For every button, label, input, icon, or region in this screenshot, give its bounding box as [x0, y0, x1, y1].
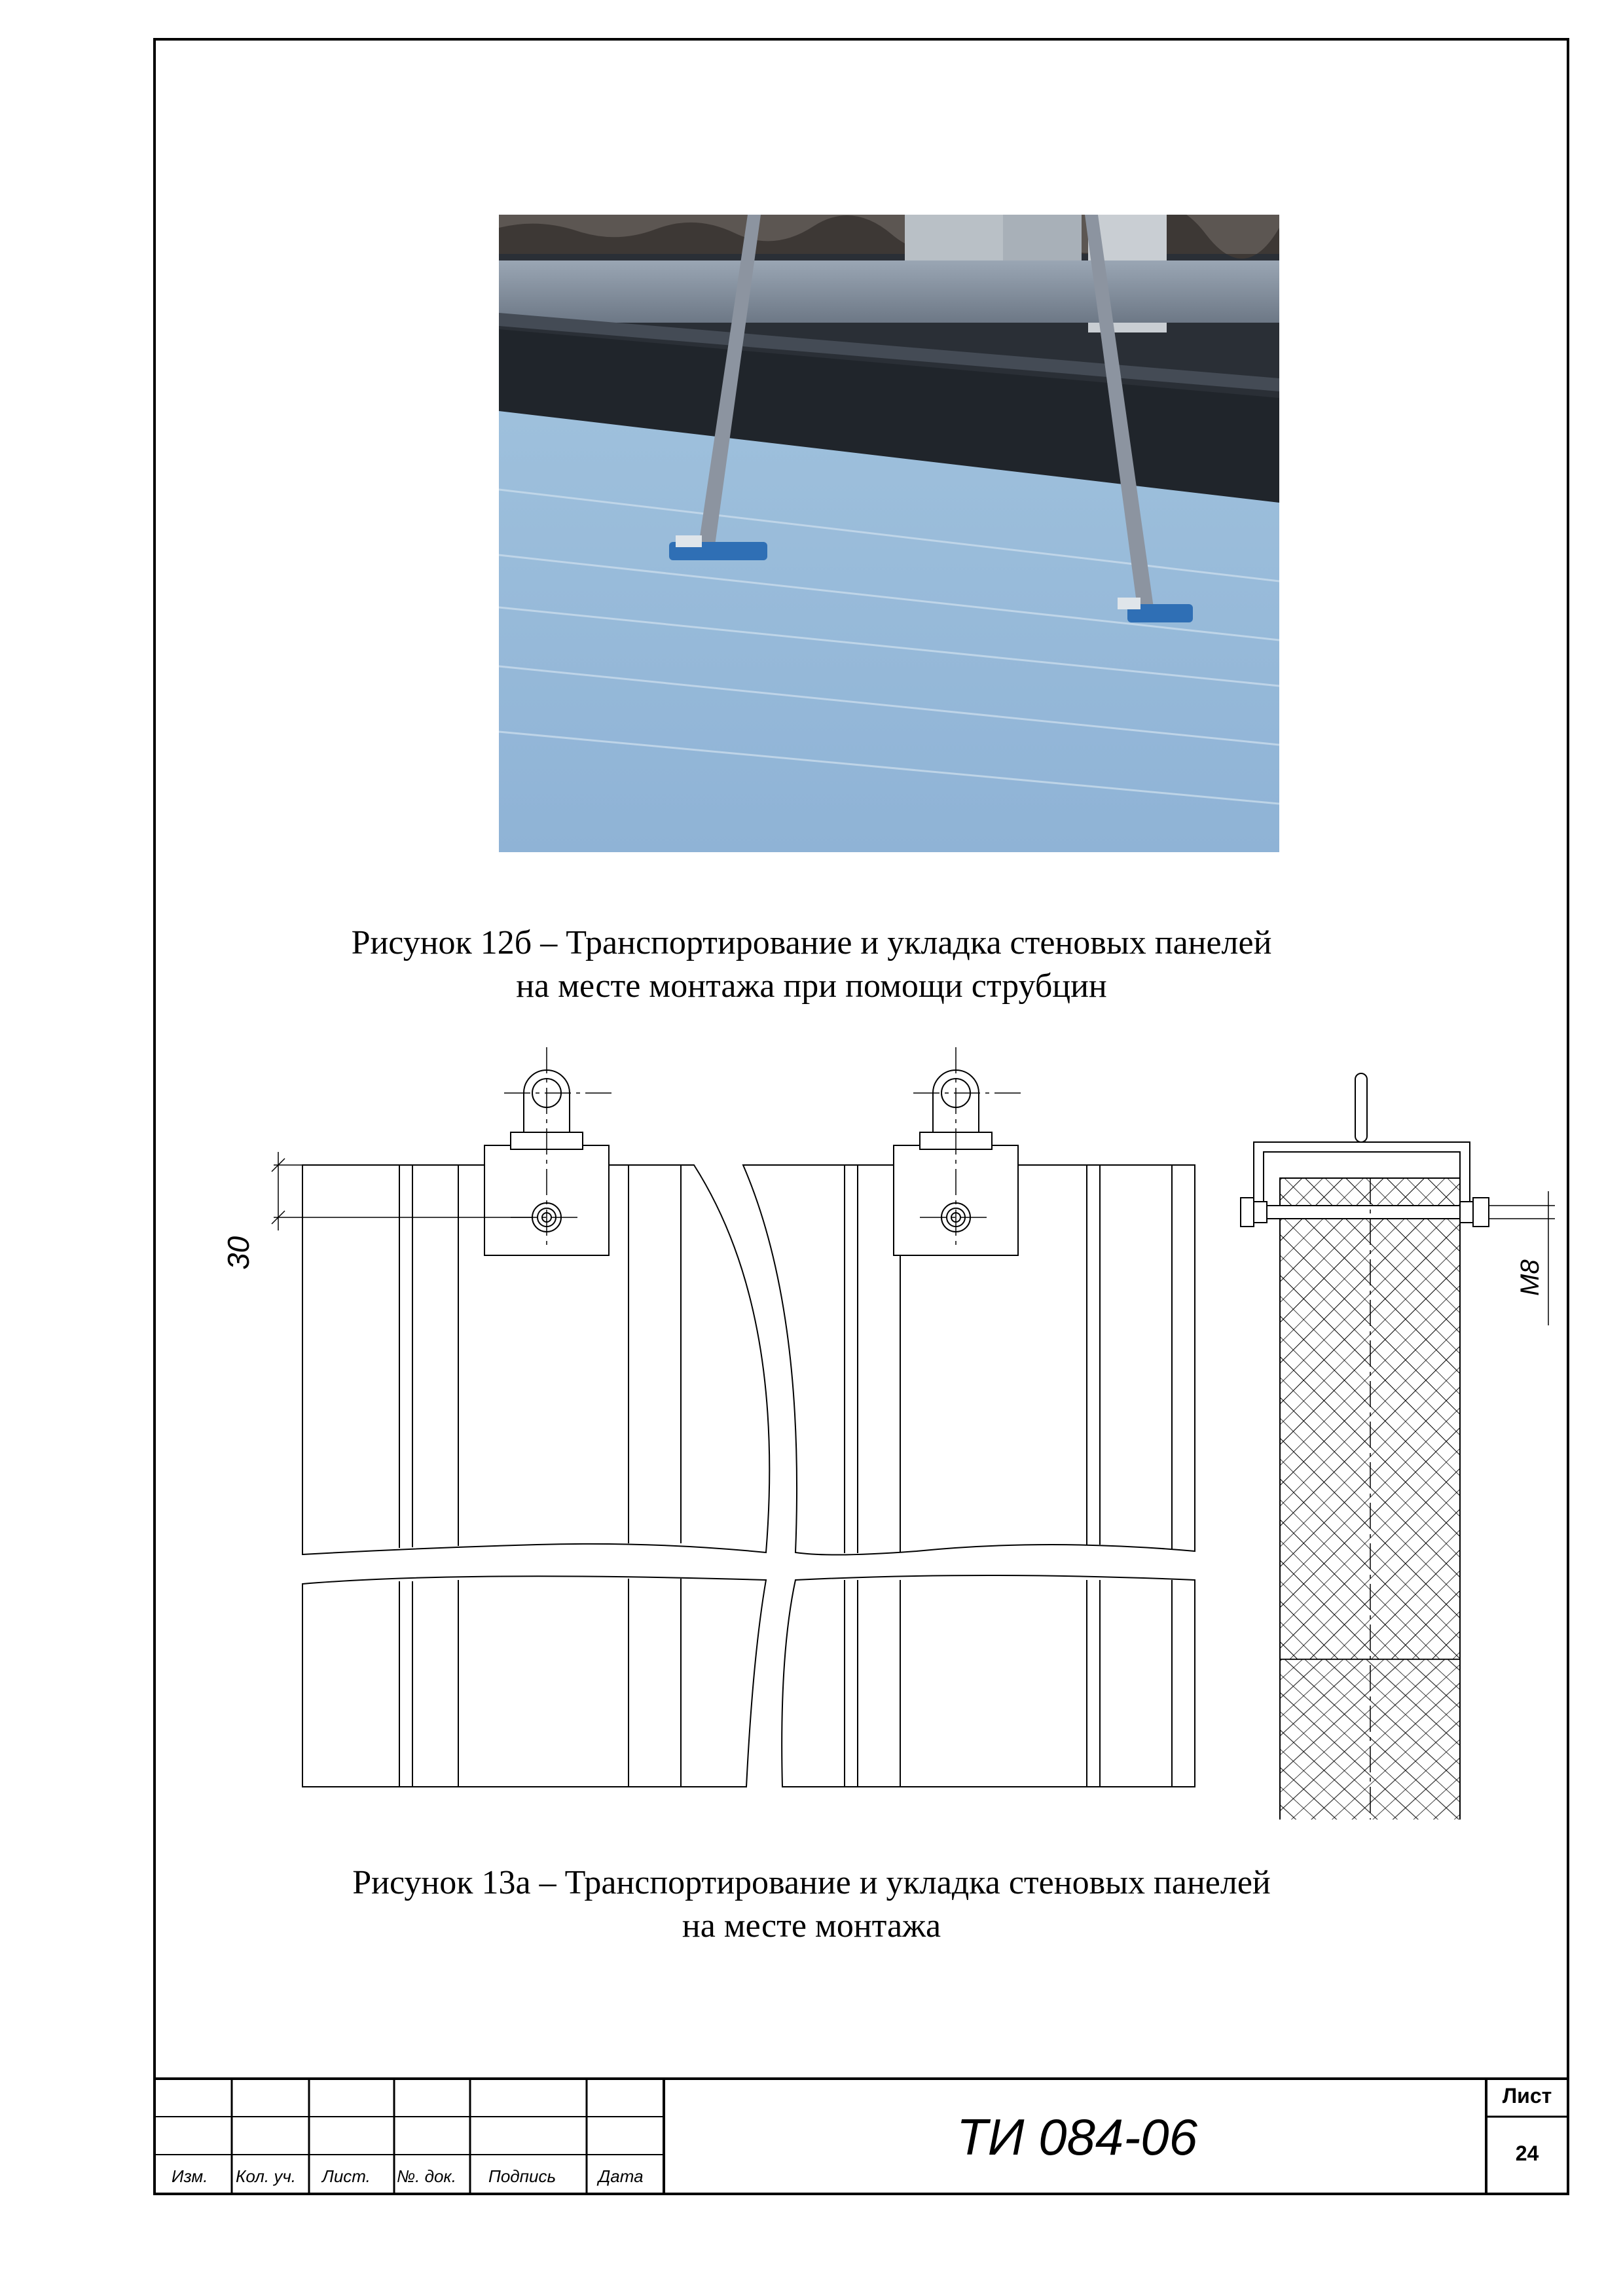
- stamp-col-izm: Изм.: [172, 2166, 208, 2186]
- figure-13a-caption: [0, 1861, 1623, 1948]
- stamp-col-podpis: Подпись: [488, 2166, 556, 2186]
- figure-13a-caption-line2: на месте монтажа: [682, 1907, 941, 1945]
- dimension-m8-label: М8: [1516, 1259, 1544, 1296]
- figure-12b-caption-line2: на месте монтажа при помощи струбцин: [516, 967, 1107, 1005]
- sheet-number: 24: [1515, 2142, 1539, 2165]
- stamp-col-list: Лист.: [322, 2166, 371, 2186]
- clamp-photo: [499, 215, 1279, 852]
- stamp-col-n-dok: №. док.: [397, 2166, 456, 2186]
- figure-13a-caption-line1: Рисунок 13а – Транспортирование и укладка стеновых панелей: [352, 1864, 1271, 1901]
- dimension-30-label: 30: [221, 1236, 255, 1270]
- stamp-col-data: Дата: [598, 2166, 644, 2186]
- stamp-col-kol-uch: Кол. уч.: [236, 2166, 297, 2186]
- document-number: ТИ 084-06: [957, 2108, 1197, 2166]
- figure-13a-drawing: [0, 1034, 1623, 1820]
- figure-12b-caption-line1: Рисунок 12б – Транспортирование и укладка стеновых панелей: [351, 924, 1272, 961]
- figure-12b-caption: [0, 922, 1623, 1008]
- sheet-label: Лист: [1502, 2084, 1552, 2108]
